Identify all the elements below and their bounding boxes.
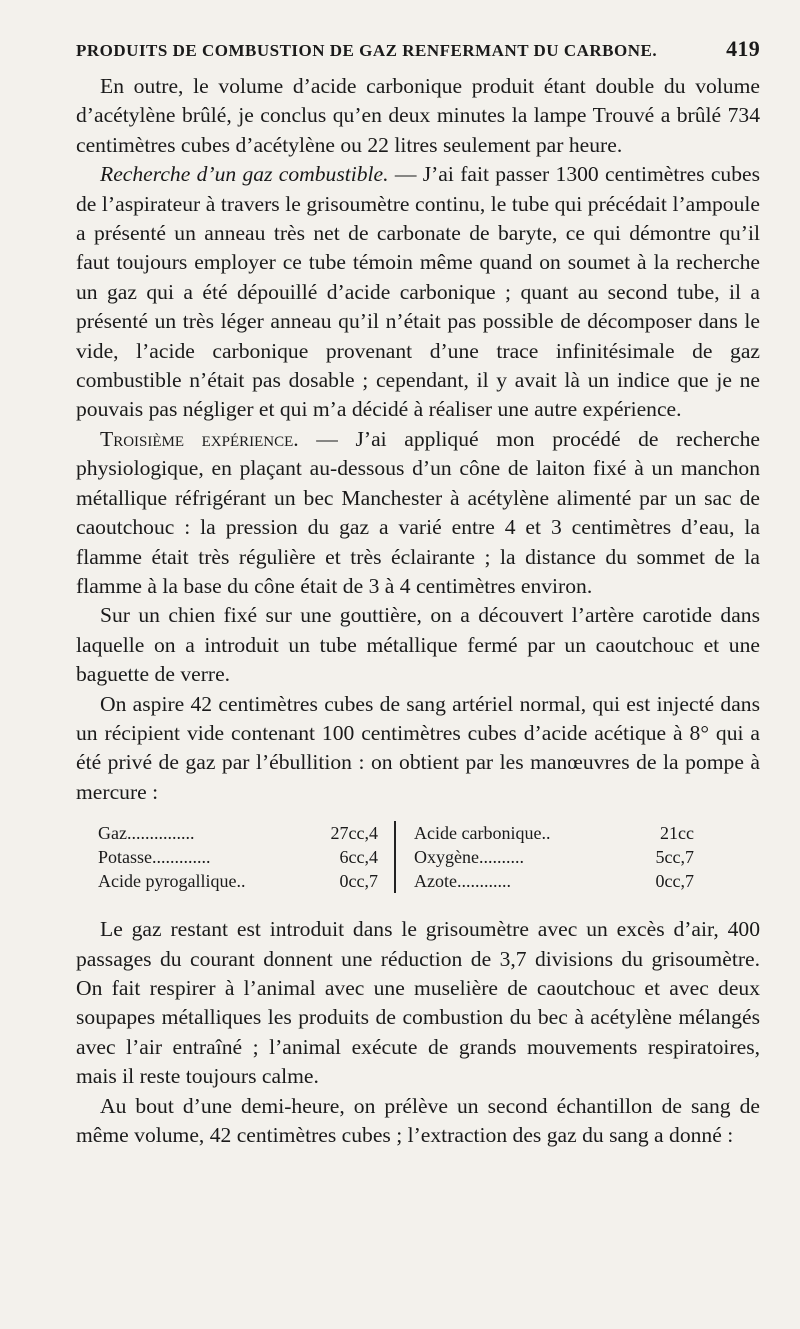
- running-title: PRODUITS DE COMBUSTION DE GAZ RENFERMANT DU CARBONE.: [76, 41, 658, 60]
- gas-label: Oxygène..........: [414, 847, 524, 868]
- column-divider: [394, 821, 396, 893]
- gas-analysis-table: [98, 821, 760, 893]
- gas-table-row: [98, 821, 388, 845]
- gas-value: 27cc,4: [330, 823, 378, 844]
- gas-label: Gaz...............: [98, 823, 195, 844]
- body-text: [76, 72, 760, 1150]
- gas-value: 6cc,4: [339, 847, 378, 868]
- paragraph: Le gaz restant est introduit dans le grisoumètre avec un excès d’air, 400 passages du courant donnent une réduction de 3,7 divisions du grisoumètre. On fait respirer à l’animal avec une muselière de caoutchouc et avec deux soupapes métalliques les produits de combustion du bec à acétylène mélangés avec l’air entraîné ; l’animal exécute de grands mouvements respiratoires, mais il reste toujours calme.: [76, 917, 760, 1089]
- gas-value: 5cc,7: [655, 847, 694, 868]
- gas-table-row: [414, 821, 704, 845]
- paragraph-body: — J’ai appliqué mon procédé de recherche physiologique, en plaçant au-dessous d’un cône de laiton fixé à un manchon métallique réfrigérant un bec Manchester à acétylène alimenté par un sac de caoutchouc : la pression du gaz a varié entre 4 et 3 centimètres d’eau, la flamme était très régulière et très éclairante ; la distance du sommet de la flamme à la base du cône était de 3 à 4 centimètres environ.: [76, 426, 761, 598]
- paragraph: En outre, le volume d’acide carbonique produit étant double du volume d’acétylène brûlé, je conclus qu’en deux minutes la lampe Trouvé a brûlé 734 centimètres cubes d’acétylène ou 22 litres seulement par heure.: [76, 74, 760, 157]
- gas-value: 0cc,7: [655, 871, 694, 892]
- gas-table-right-column: [402, 821, 704, 893]
- paragraph: Au bout d’une demi-heure, on prélève un second échantillon de sang de même volume, 42 centimètres cubes ; l’extraction des gaz du sang a donné :: [76, 1093, 760, 1147]
- gas-label: Acide pyrogallique..: [98, 871, 246, 892]
- gas-table-row: [98, 869, 388, 893]
- gas-table-row: [414, 845, 704, 869]
- gas-table-row: [98, 845, 388, 869]
- paragraph: On aspire 42 centimètres cubes de sang artériel normal, qui est injecté dans un récipient vide contenant 100 centimètres cubes d’acide acétique à 8° qui a été privé de gaz par l’ébullition : on obtient par les manœuvres de la pompe à mercure :: [76, 691, 760, 804]
- paragraph: Sur un chien fixé sur une gouttière, on a découvert l’artère carotide dans laquelle on a introduit un tube métallique fermé par un caoutchouc et une baguette de verre.: [76, 603, 760, 687]
- paragraph-lead: Troisième expérience.: [100, 426, 299, 451]
- page-number: 419: [726, 36, 760, 61]
- gas-value: 0cc,7: [339, 871, 378, 892]
- gas-table-row: [414, 869, 704, 893]
- paragraph-lead: Recherche d’un gaz combustible.: [100, 162, 389, 187]
- running-header: [76, 36, 760, 62]
- gas-value: 21cc: [660, 823, 694, 844]
- gas-table-left-column: [98, 821, 388, 893]
- paragraph-body: — J’ai fait passer 1300 centimètres cubes de l’aspirateur à travers le grisoumètre continu, le tube qui précédait l’ampoule a présenté un anneau très net de carbonate de baryte, ce qui démontre qu’il faut toujours employer ce tube témoin même quand on soumet à la recherche un gaz qui a été dépouillé d’acide carbonique ; quant au second tube, il a présenté un très léger anneau qu’il n’était pas possible de décomposer dans le vide, l’acide carbonique provenant d’une trace infinitésimale de gaz combustible n’était pas dosable ; cependant, il y avait là un indice que je ne pouvais pas négliger et qui m’a décidé à réaliser une autre expérience.: [76, 162, 760, 422]
- gas-label: Acide carbonique..: [414, 823, 551, 844]
- paragraph: [76, 425, 760, 601]
- gas-label: Azote............: [414, 871, 511, 892]
- gas-label: Potasse.............: [98, 847, 211, 868]
- paragraph: [76, 160, 760, 425]
